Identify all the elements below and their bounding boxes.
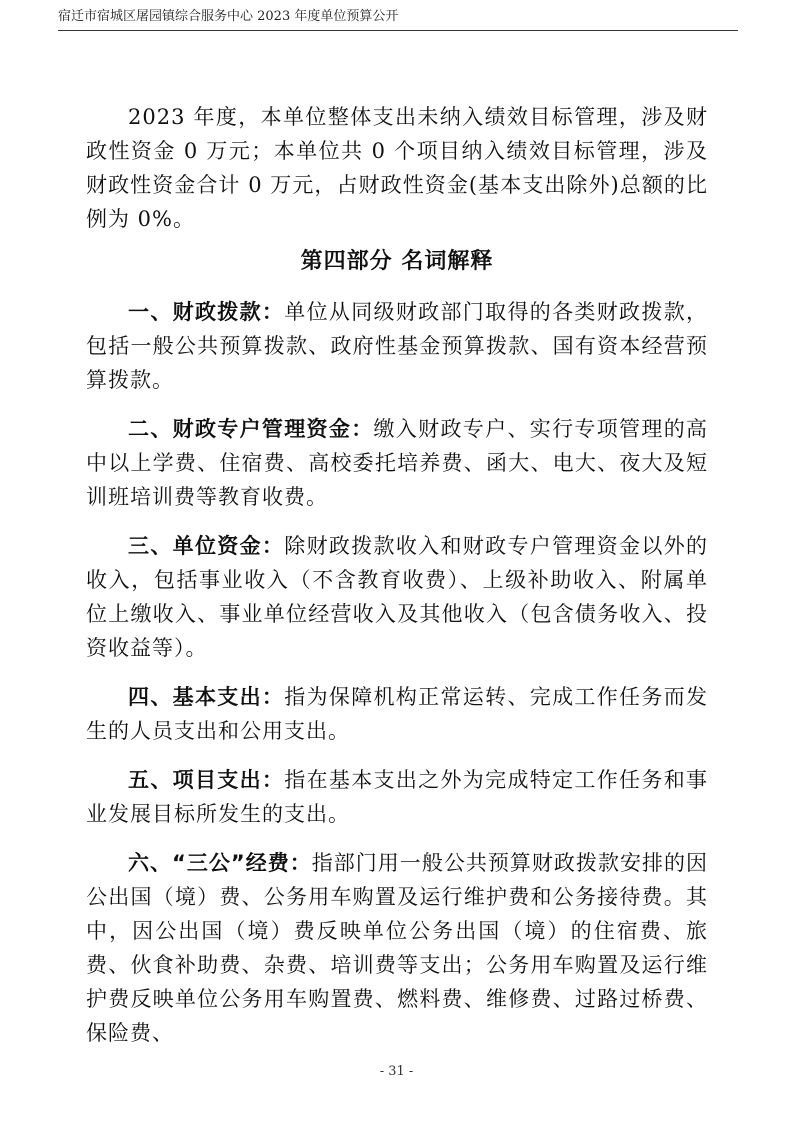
term-paragraph-4 <box>86 680 708 748</box>
term-label: 三、单位资金： <box>128 534 285 558</box>
section-title: 第四部分 名词解释 <box>300 249 494 274</box>
term-description: 单位从同级财政部门取得的各类财政拨款，包括一般公共预算拨款、政府性基金预算拨款、国有资本经营预算拨款。 <box>86 300 709 392</box>
term-description: 指在基本支出之外为完成特定工作任务和事业发展目标所发生的支出。 <box>86 768 709 826</box>
term-label: 五、项目支出： <box>128 768 285 792</box>
term-description: 指部门用一般公共预算财政拨款安排的因公出国（境）费、公务用车购置及运行维护费和公务接待费。其中，因公出国（境）费反映单位公务出国（境）的住宿费、旅费、伙食补助费、杂费、培训费等支出；公务用车购置及运行维护费反映单位公务用车购置费、燃料费、维修费、过路过桥费、保险费、 <box>86 851 709 1045</box>
term-paragraph-2 <box>86 412 708 514</box>
header-divider <box>58 30 738 31</box>
term-paragraph-1 <box>86 295 708 397</box>
page-header: 宿迁市宿城区屠园镇综合服务中心 2023 年度单位预算公开 <box>58 9 399 24</box>
term-label: 一、财政拨款： <box>128 300 285 324</box>
page-number: - 31 - <box>379 1064 414 1079</box>
term-description: 缴入财政专户、实行专项管理的高中以上学费、住宿费、高校委托培养费、函大、电大、夜大及短训班培训费等教育收费。 <box>86 417 709 509</box>
term-label: 四、基本支出： <box>128 685 285 709</box>
document-body <box>86 100 708 1065</box>
term-description: 指为保障机构正常运转、完成工作任务而发生的人员支出和公用支出。 <box>86 685 709 743</box>
term-label: 六、“三公”经费： <box>128 851 312 875</box>
term-paragraph-5 <box>86 763 708 831</box>
intro-paragraph: 2023 年度，本单位整体支出未纳入绩效目标管理，涉及财政性资金 0 万元；本单位共 0 个项目纳入绩效目标管理，涉及财政性资金合计 0 万元，占财政性资金(基本支出除外)总额的比例为 0%。 <box>86 105 708 231</box>
term-label: 二、财政专户管理资金： <box>128 417 374 441</box>
term-paragraph-3 <box>86 529 708 665</box>
term-paragraph-6 <box>86 846 708 1050</box>
term-description: 除财政拨款收入和财政专户管理资金以外的收入，包括事业收入（不含教育收费）、上级补助收入、附属单位上缴收入、事业单位经营收入及其他收入（包含债务收入、投资收益等）。 <box>86 534 709 660</box>
